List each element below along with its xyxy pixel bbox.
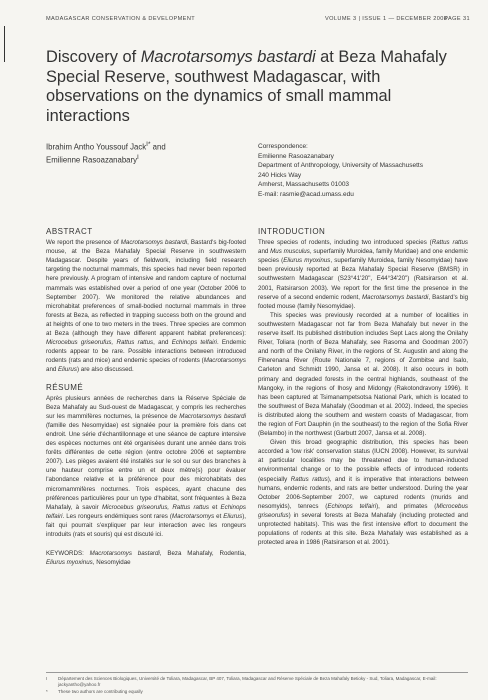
author-list: Ibrahim Antho Youssouf Jack$^{I*}$ and Emilienne Rasoazanabary$^I$: [46, 141, 166, 165]
correspondence-email: E-mail: rasmie@acad.umass.edu: [258, 190, 354, 198]
resume-text: Après plusieurs années de recherches dans la Réserve Spéciale de Beza Mahafaly au Sud-ouest de Madagascar, y compris les recherches sur les mammifères nocturnes, la présence de Macrotarsomys bastardi (famille des Nesomyidae) est signalée pour la première fois dans cet endroit. Une série d'échantillonnage et une séance de capture intensive des espèces nocturnes ont été organisées durant une année dans trois forêts différentes de cette région (entre octobre 2006 et septembre 2007). Les pièges avaient été installés sur le sol ou sur des branches à une hauteur comprise entre un et deux mètre(s) pour évaluer l'abondance relative et la préférence pour des microhabitats des micromammifères nocturnes. Trois espèces, ayant chacune des préférences particulières pour un type d'habitat, sont fréquentes à Beza Mahafaly, à savoir Microcebus griseorufus, Rattus rattus et Echinops telfairi. Les rongeurs endémiques sont rares (Macrotarsomys et Eliurus), fait qui pourrait s'expliquer par leur interaction avec les rongeurs introduits (rats et souris) qui est discuté ici.: [46, 394, 246, 538]
left-column: [46, 227, 246, 567]
abstract-text: We report the presence of Macrotarsomys bastardi, Bastard's big-footed mouse, at the Beza Mahafaly Special Reserve in southwestern Madagascar. Despite years of fieldwork, including field research targeting the nocturnal mammals, this species had never been reported here previously. A program of intensive and random capture of nocturnal mammals was established over a period of one year (October 2006 to September 2007). We monitored the relative abundances and microhabitat preferences of small-bodied nocturnal mammals in three forests at Beza, as reflected in trapping success both on the ground and at heights of one to two meters in the trees. Three species are common at Beza (although they have different apparent habitat preferences): Microcebus griseorufus, Rattus rattus, and Echinops telfairi. Endemic rodents appear to be rare. Possible interactions between introduced rodents (rats and mice) and endemic species of rodents (Macrotarsomys and Eliurus) are also discussed.: [46, 239, 246, 374]
author-name: Ibrahim Antho Youssouf Jack: [46, 142, 147, 152]
journal-name: MADAGASCAR CONSERVATION & DEVELOPMENT: [46, 16, 196, 22]
abstract-heading: ABSTRACT: [46, 227, 93, 236]
introduction-heading: INTRODUCTION: [258, 227, 326, 236]
title-species: Macrotarsomys bastardi: [140, 48, 316, 66]
article-title: Discovery of Macrotarsomys bastardi at Beza Mahafaly Special Reserve, southwest Madagascar, with observations on the dynamics of small mammal interactions: [46, 48, 447, 125]
footnote: * These two authors are contributing equally: [46, 688, 143, 694]
keywords: KEYWORDS: Macrotarsomys bastardi, Beza Mahafaly, Rodentia, Eliurus myoxinus, Nesomyidae: [46, 550, 246, 567]
footnote: I Département des Sciences Biologiques, Université de Toliara, Madagascar, BP 407, Toliara, Madagascar and Réserve Spéciale de Beza Mahafaly Betioky - Sud, Toliara, Madagascar, E-mail: jackyantho@yahoo.fr: [46, 676, 437, 688]
resume-heading: RÉSUMÉ: [46, 382, 84, 392]
page-number: PAGE 31: [444, 16, 470, 22]
correspondence-line: 240 Hicks Way: [258, 171, 302, 179]
correspondence-line: Department of Anthropology, University of Massachusetts: [258, 162, 423, 170]
footnotes: [46, 676, 468, 695]
footnote-rule: [46, 672, 468, 673]
correspondence-line: Emilienne Rasoazanabary: [258, 152, 334, 160]
correspondence-line: Amherst, Massachusetts 01003: [258, 181, 350, 189]
intro-paragraph: Given this broad geographic distribution, this species has been accorded a 'low risk' conservation status (IUCN 2008). However, its survival at particular localities may be threatened due to human-induced environmental change or to the possible effects of introduced rodents (especially Rattus rattus), and it is imperative that interactions between humans, endemic rodents, and rats are better understood. During the year October 2006-September 2007, we captured rodents (murids and nesomyids), tenrecs (Echinops telfairi), and primates (Microcebus griseorufus) in several forests at Beza Mahafaly (including protected and unprotected habitats). This was the first intensive effort to document the populations of rodents at this site. Beza Mahafaly was established as a protected area in 1986 (Ratsirarson et al. 2001).: [258, 439, 469, 547]
volume-issue: VOLUME 3 | ISSUE 1 — DECEMBER 2008: [325, 16, 448, 22]
author-name: Emilienne Rasoazanabary: [46, 155, 138, 165]
correspondence-label: Correspondence:: [258, 143, 308, 150]
intro-paragraph: Three species of rodents, including two introduced species (Rattus rattus and Mus musculus, superfamily Muroidea, family Muridae) and one endemic species (Eliurus myoxinus, superfamily Muroidea, family Nesomyidae) have been previously reported at Beza Mahafaly Special Reserve (BMSR) in southwestern Madagascar (S23°41'20", E44°34'20") (Ratsirarson et al. 2001, Ratsirarson 2003). We report for the first time the presence in the reserve of a second endemic rodent, Macrotarsomys bastardi, Bastard's big footed mouse (family Nesomyidae).: [258, 239, 469, 310]
right-column: [258, 227, 468, 547]
intro-paragraph: This species was previously recorded at a number of localities in southwestern Madagascar not far from Beza Mahafaly but never in the reserve itself. Its published distribution includes Sept Lacs along the Onilahy River, Toliara (north of Beza Mahafaly, see Rasoma and Goodman 2007) and north of the Onilahy River, in the regions of St. Augustin and along the Fiherenana River (Route Nationale 7, regions of Zombitse and Isalo, Carleton and Schmidt 1990, Jansa et al. 2008). It also occurs in both primary and degraded forests in the central highlands, southeast of the Mangoky, in the regions of Ihosy and Midongy (Rakotondravony 1996). It has been captured at Tsimanampetsotsa National Park, which is located to the southwest of Beza Mahafaly (Goodman et al. 2002). Indeed, the species is distributed along the southern and western coasts of Madagascar, from the region of Fort Dauphin (in the southeast) to the region of the Sofia River (Belambo) in the northwest (Garbutt 2007, Jansa et al. 2008).: [258, 311, 468, 438]
correspondence-block: [258, 142, 468, 200]
margin-mark: [4, 26, 5, 62]
